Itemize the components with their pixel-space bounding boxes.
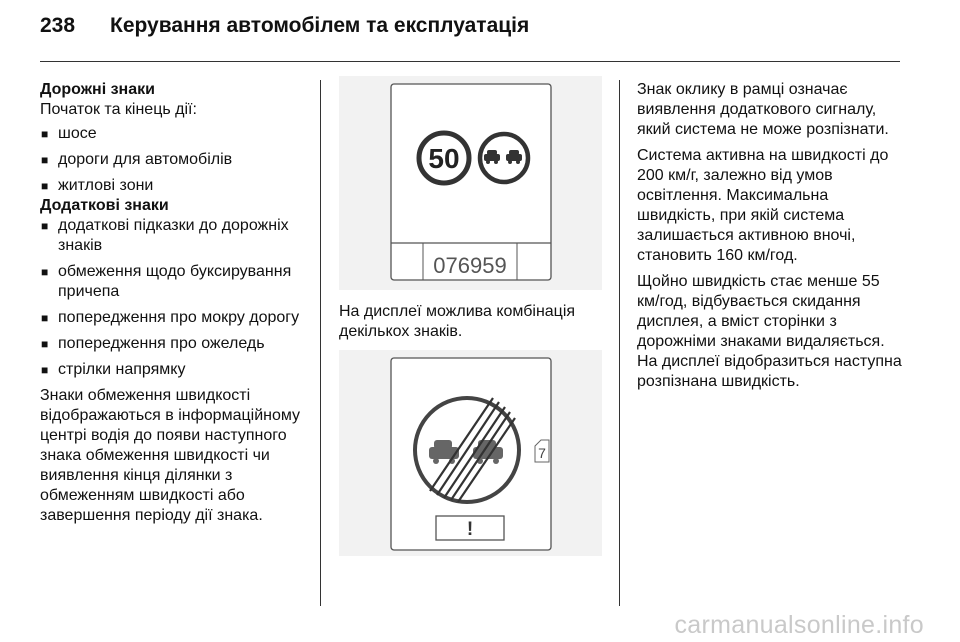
speed-value: 50 bbox=[428, 143, 460, 174]
column-divider-right bbox=[619, 80, 620, 606]
list-item: ■ попередження про ожеледь bbox=[40, 334, 315, 354]
list-item: ■ обмеження щодо буксирування причепа bbox=[40, 262, 315, 302]
speed-limit-sign bbox=[419, 133, 469, 183]
left-column bbox=[40, 80, 315, 532]
list-item: ■ додаткові підказки до дорожніх знаків bbox=[40, 216, 315, 256]
header-rule bbox=[40, 61, 900, 62]
plate-number: 076959 bbox=[433, 253, 507, 278]
section-heading: Дорожні знаки bbox=[40, 81, 155, 98]
list-item: ■ шосе bbox=[40, 124, 315, 144]
watermark: carmanualsonline.info bbox=[674, 611, 924, 639]
list-item: ■ стрілки напрямку bbox=[40, 360, 315, 380]
page-title: Керування автомобілем та експлуатація bbox=[110, 14, 530, 37]
right-column bbox=[637, 80, 905, 398]
section-heading: Додаткові знаки bbox=[40, 197, 169, 214]
list-item: ■ житлові зони bbox=[40, 176, 315, 196]
page-header bbox=[40, 14, 529, 38]
exclamation-icon: ! bbox=[466, 519, 474, 540]
figure-caption bbox=[339, 302, 609, 348]
paragraph: Знак оклику в рамці означає виявлення додаткового сигналу, який система не може розпізнати. bbox=[637, 81, 889, 138]
list-item: ■ попередження про мокру дорогу bbox=[40, 308, 315, 328]
column-divider-left bbox=[320, 80, 321, 606]
section-intro: Початок та кінець дії: bbox=[40, 101, 197, 118]
start-end-list bbox=[40, 124, 315, 196]
page-number: 238 bbox=[40, 14, 76, 37]
paragraph: Щойно швидкість стає менше 55 км/год, відбувається скидання дисплея, а вміст сторінки з дорожніми знаками видаляється. На дисплеї відобразиться наступна розпізнана швидкість. bbox=[637, 273, 902, 390]
side-digit: 7 bbox=[538, 445, 546, 461]
caption-text: На дисплеї можлива комбінація декількох знаків. bbox=[339, 303, 576, 340]
list-item: ■ дороги для автомобілів bbox=[40, 150, 315, 170]
speed-limit-paragraph: Знаки обмеження швидкості відображаються в інформаційному центрі водія до появи наступного знака обмеження швидкості чи виявлення кінця ділянки з обмеженням швидкості або завершення періоду дії знака. bbox=[40, 387, 301, 524]
paragraph: Система активна на швидкості до 200 км/г, залежно від умов освітлення. Максимальна швидкість, при якій система залишається активною вночі, становить 160 км/год. bbox=[637, 147, 889, 264]
additional-signs-list bbox=[40, 216, 315, 380]
no-overtaking-sign bbox=[480, 134, 528, 182]
end-no-overtaking-sign bbox=[415, 398, 519, 502]
combined-signs-figure bbox=[339, 76, 602, 290]
end-of-restriction-figure bbox=[339, 350, 602, 556]
